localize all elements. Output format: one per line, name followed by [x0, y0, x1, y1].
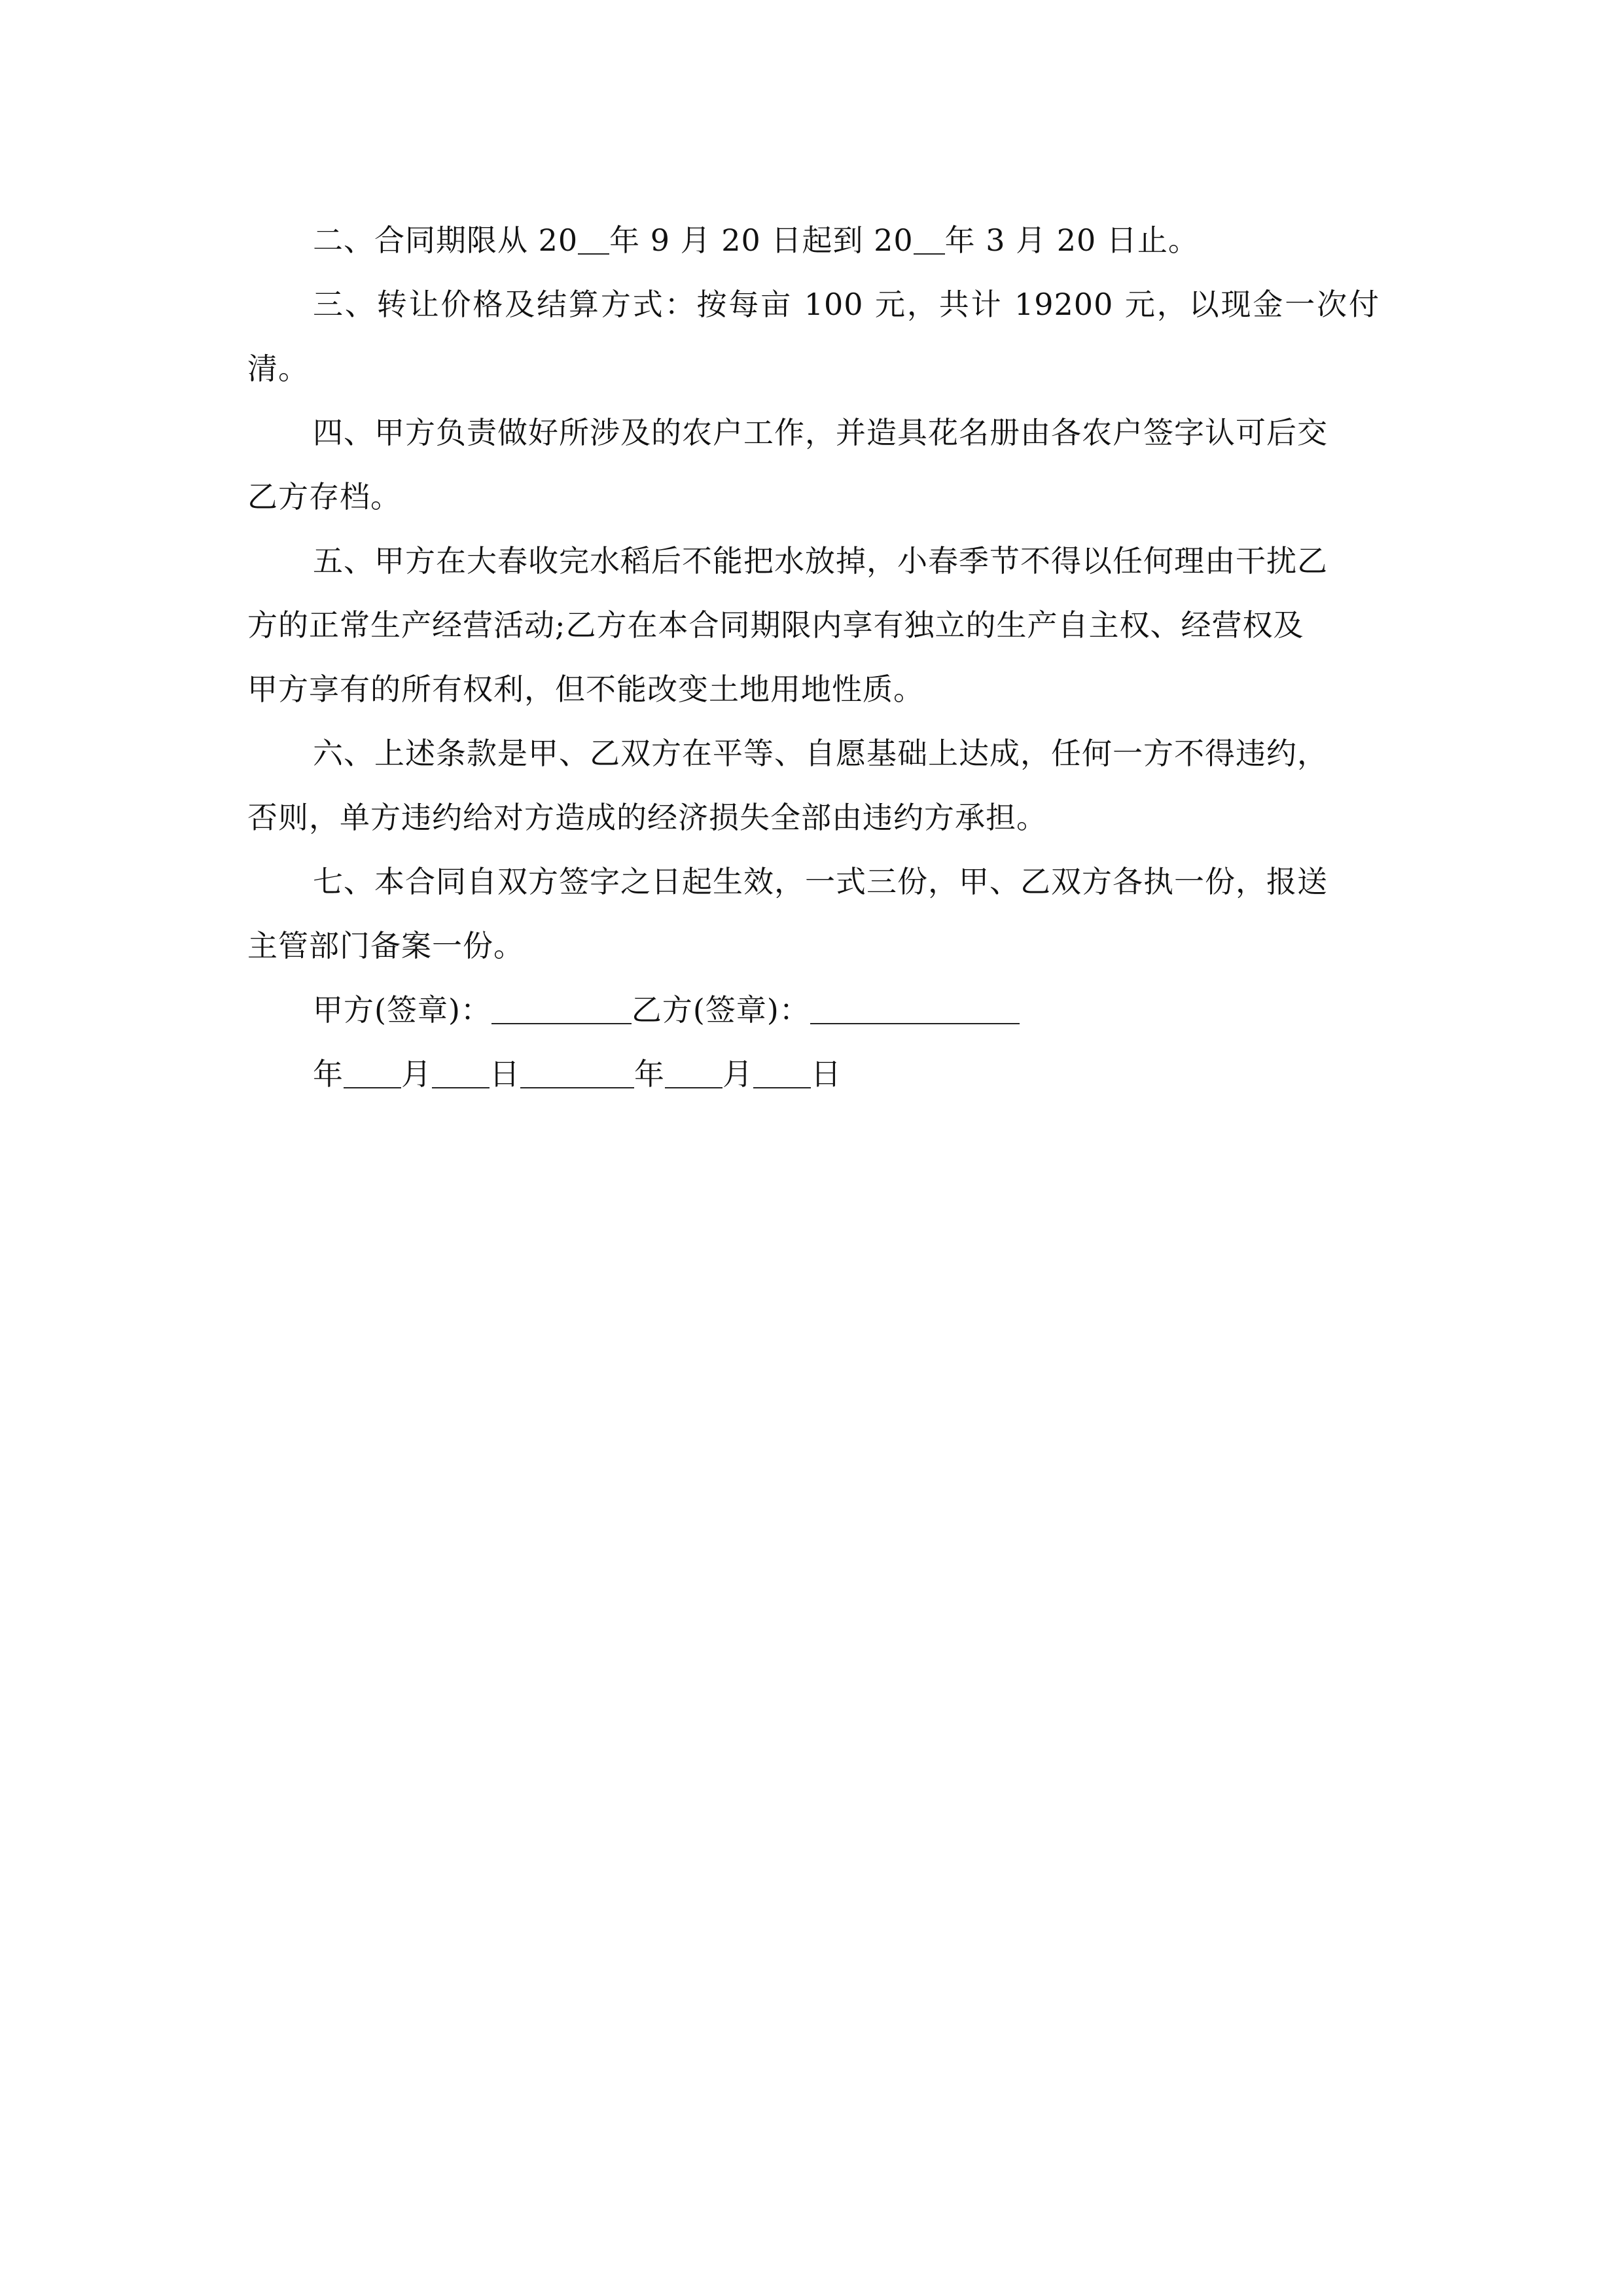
year-blank	[914, 228, 945, 255]
clause-term	[247, 208, 1380, 272]
clause-effect	[247, 850, 1380, 978]
date-year-label: 年	[634, 1056, 665, 1092]
clause-line: 否则，单方违约给对方造成的经济损失全部由违约方承担。	[247, 800, 1047, 835]
clause-line: 四、甲方负责做好所涉及的农户工作，并造具花名册由各农户签字认可后交	[313, 415, 1328, 450]
clause-line: 七、本合同自双方签字之日起生效，一式三份，甲、乙双方各执一份，报送	[313, 864, 1328, 899]
month-blank[interactable]	[665, 1061, 722, 1088]
day-blank[interactable]	[753, 1061, 811, 1088]
clause-line: 六、上述条款是甲、乙双方在平等、自愿基础上达成，任何一方不得违约，	[313, 736, 1328, 771]
month-blank[interactable]	[344, 1061, 401, 1088]
date-month-label: 月	[401, 1056, 432, 1092]
clause-price	[247, 272, 1380, 401]
date-day-label: 日	[811, 1056, 842, 1092]
date-gap-blank[interactable]	[520, 1061, 634, 1088]
day-blank[interactable]	[432, 1061, 490, 1088]
date-row	[247, 1042, 1380, 1106]
clause-breach	[247, 721, 1380, 850]
date-month-label: 月	[722, 1056, 753, 1092]
clause-party-a-duty	[247, 401, 1380, 529]
contract-body	[247, 208, 1380, 1106]
party-a-signature-line[interactable]	[491, 997, 632, 1024]
party-b-signature-line[interactable]	[810, 997, 1020, 1024]
clause-line: 主管部门备案一份。	[247, 928, 524, 963]
clause-line: 方的正常生产经营活动;乙方在本合同期限内享有独立的生产自主权、经营权及	[247, 607, 1304, 643]
clause-term-text-2: 年 9 月 20 日起到 20	[609, 223, 914, 258]
year-blank	[578, 228, 609, 255]
party-a-signature-label: 甲方(签章)：	[313, 992, 491, 1028]
clause-line: 五、甲方在大春收完水稻后不能把水放掉，小春季节不得以任何理由干扰乙	[313, 543, 1328, 579]
clause-line: 乙方存档。	[247, 479, 401, 514]
clause-rights	[247, 529, 1380, 721]
clause-term-text-3: 年 3 月 20 日止。	[944, 223, 1199, 258]
clause-term-text-1: 二、合同期限从 20	[313, 223, 579, 258]
clause-line: 甲方享有的所有权利，但不能改变土地用地性质。	[247, 672, 924, 707]
date-day-label: 日	[490, 1056, 520, 1092]
clause-price-text: 三、转让价格及结算方式：按每亩 100 元，共计 19200 元，以现金一次付清。	[247, 287, 1380, 386]
signature-row	[247, 978, 1380, 1042]
party-b-signature-label: 乙方(签章)：	[631, 992, 810, 1028]
date-year-label: 年	[313, 1056, 344, 1092]
